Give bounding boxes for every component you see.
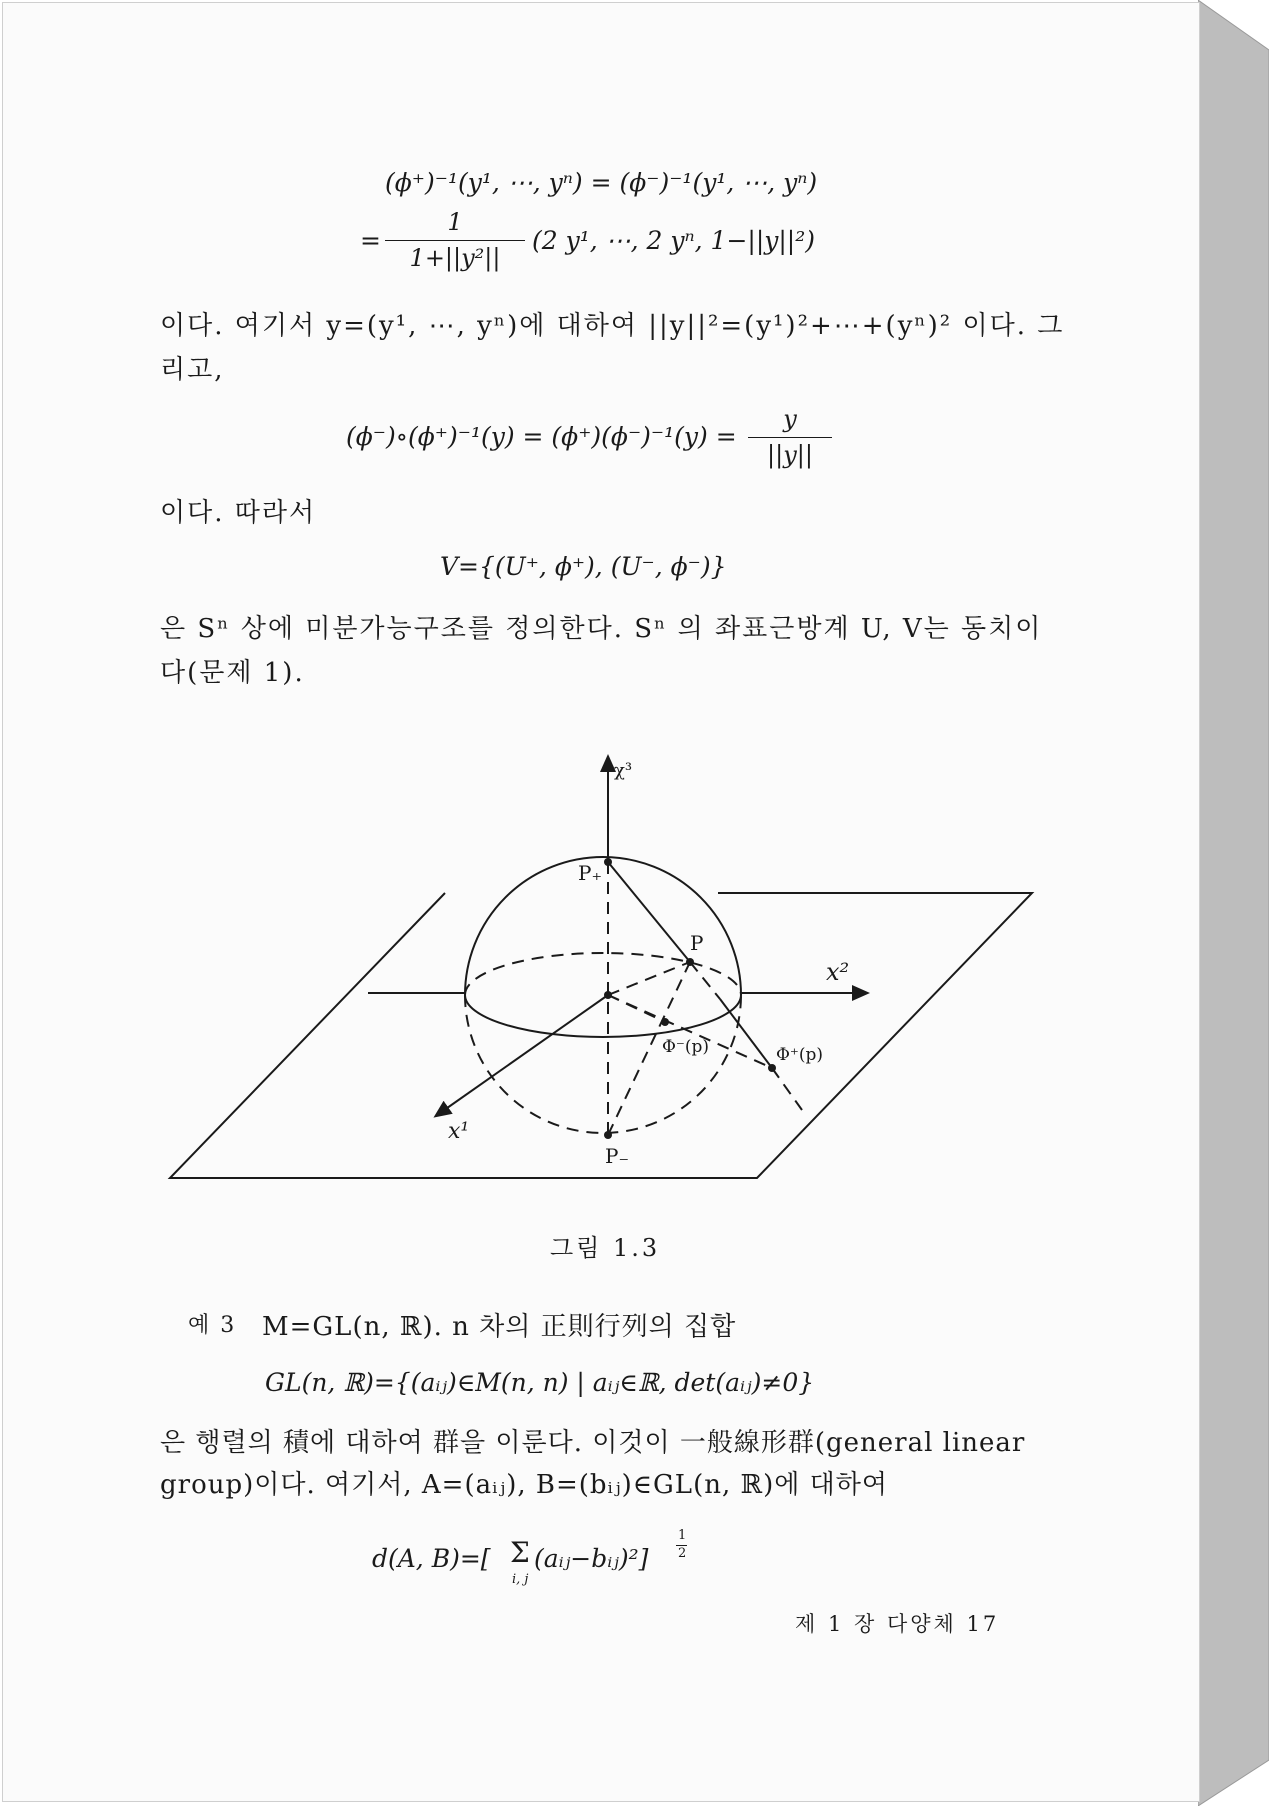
equation-denominator: ||y|| [767, 441, 813, 469]
equation-vector: (2 y¹, ⋯, 2 yⁿ, 1−||y||²) [532, 226, 815, 255]
point-phi-plus [768, 1064, 776, 1072]
equation-general-linear-group: GL(n, ℝ)={(aᵢⱼ)∈M(n, n) | aᵢⱼ∈ℝ, det(aᵢⱼ)≠0} [265, 1368, 815, 1397]
x1-axis [440, 995, 608, 1113]
equator-back [465, 953, 741, 995]
example-text: M=GL(n, ℝ). n 차의 正則行列의 집합 [262, 1312, 737, 1342]
paragraph-line: 은 Sⁿ 상에 미분가능구조를 정의한다. Sⁿ 의 좌표근방계 U, V는 동치이 [160, 614, 1043, 644]
paragraph-line: 은 행렬의 積에 대하여 群을 이룬다. 이것이 一般線形群(general linear [160, 1428, 1026, 1458]
equation-numerator: y [783, 405, 797, 433]
label-x1: x¹ [448, 1119, 470, 1144]
equation-numerator: 1 [447, 208, 463, 236]
equation-metric-right: (aᵢⱼ−bᵢⱼ)²] [534, 1544, 649, 1573]
label-p-minus: P₋ [605, 1144, 630, 1168]
summation-index: i, j [512, 1572, 529, 1587]
exponent-denominator: 2 [678, 1546, 687, 1561]
label-x3: χ³ [614, 760, 633, 781]
projection-line-from-north [608, 862, 690, 962]
equation-metric-left: d(A, B)=[ [372, 1544, 491, 1573]
paragraph-line: group)이다. 여기서, A=(aᵢⱼ), B=(bᵢⱼ)∈GL(n, ℝ)에 대하여 [160, 1470, 888, 1500]
label-x2: x² [826, 958, 850, 986]
paragraph-line: 리고, [160, 355, 225, 385]
point-origin [604, 991, 612, 999]
equator-front [465, 995, 741, 1037]
example-label: 예 3 [188, 1313, 237, 1338]
point-p [686, 958, 694, 966]
equation-transition-map: (ϕ⁻)∘(ϕ⁺)⁻¹(y) = (ϕ⁺)(ϕ⁻)⁻¹(y) = [346, 422, 737, 451]
paragraph-line: 다(문제 1). [160, 658, 305, 688]
paragraph-line: 이다. 여기서 y=(y¹, ⋯, yⁿ)에 대하여 ||y||²=(y¹)²+⋯+(yⁿ)² 이다. 그 [160, 311, 1065, 341]
point-p-plus [604, 858, 612, 866]
label-p: P [690, 931, 704, 955]
equation-inverse-chart: (ϕ⁺)⁻¹(y¹, ⋯, yⁿ) = (ϕ⁻)⁻¹(y¹, ⋯, yⁿ) [385, 168, 818, 197]
figure-caption: 그림 1.3 [550, 1234, 661, 1262]
summation-symbol: Σ [510, 1536, 530, 1569]
paragraph-line: 이다. 따라서 [160, 498, 317, 528]
equation-denominator: 1+||y²|| [409, 244, 501, 272]
page-footer: 제 1 장 다양체 17 [795, 1612, 1000, 1636]
point-phi-minus [661, 1018, 669, 1026]
plane-outline [170, 893, 1032, 1178]
equation-atlas: V={(U⁺, ϕ⁺), (U⁻, ϕ⁻)} [440, 552, 727, 581]
label-p-plus: P₊ [578, 861, 603, 885]
sphere-upper-hemisphere [465, 857, 741, 995]
equation-equals-sign: = [360, 226, 381, 255]
exponent-numerator: 1 [678, 1528, 687, 1543]
sphere-lower-hemisphere [465, 995, 741, 1133]
label-phi-minus: Φ⁻(p) [662, 1037, 710, 1057]
point-p-minus [604, 1131, 612, 1139]
label-phi-plus: Φ⁺(p) [776, 1045, 824, 1065]
